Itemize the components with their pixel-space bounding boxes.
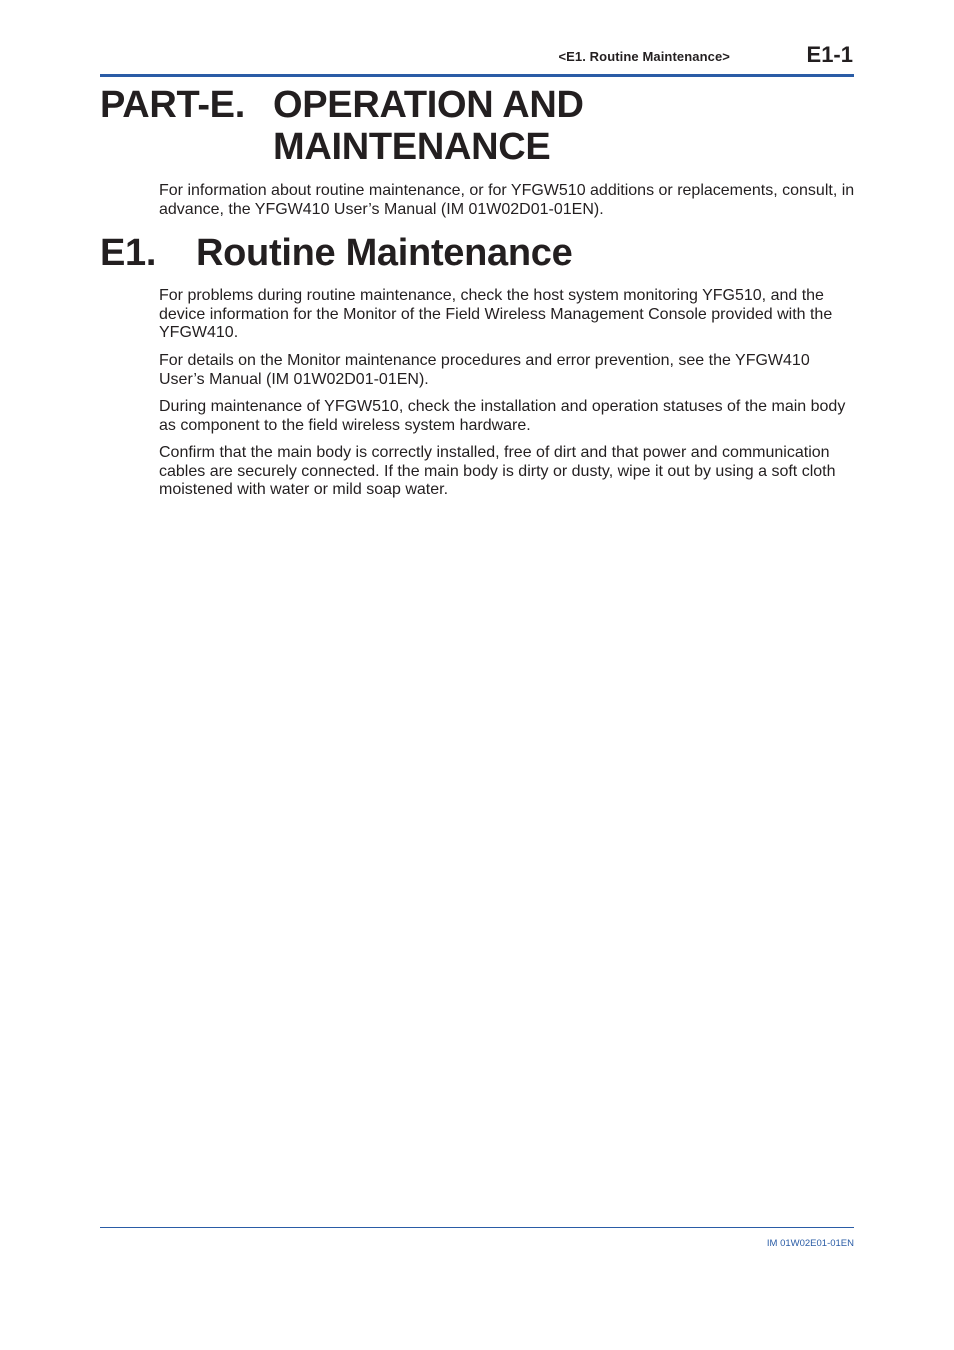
part-number: PART-E. <box>100 84 245 126</box>
header-rule <box>100 74 854 77</box>
footer-rule <box>100 1227 854 1228</box>
part-title-text: OPERATION AND MAINTENANCE <box>273 84 584 168</box>
running-section-title: <E1. Routine Maintenance> <box>558 49 730 64</box>
body-paragraph: For problems during routine maintenance, check the host system monitoring YFG510, and the device information for the Monitor of the Field Wireless Management Console provided with the YFGW410. <box>159 287 833 342</box>
document-code: IM 01W02E01-01EN <box>766 1238 854 1249</box>
part-intro-paragraph: For information about routine maintenance, or for YFGW510 additions or replacements, consult, in advance, the YFGW410 User’s Manual (IM 01W02D01-01EN). <box>159 182 855 218</box>
body-paragraph: During maintenance of YFGW510, check the installation and operation statuses of the main body as component to the field wireless system hardware. <box>159 398 846 434</box>
chapter-number: E1. <box>100 232 157 274</box>
page-header <box>100 40 854 76</box>
page-number: E1-1 <box>806 42 853 67</box>
body-paragraph: For details on the Monitor maintenance procedures and error prevention, see the YFGW410 User’s Manual (IM 01W02D01-01EN). <box>159 352 810 388</box>
chapter-title-text: Routine Maintenance <box>196 232 573 274</box>
body-paragraph: Confirm that the main body is correctly installed, free of dirt and that power and communication cables are securely connected. If the main body is dirty or dusty, wipe it out by using a soft cloth moistened with water or mild soap water. <box>159 444 836 499</box>
